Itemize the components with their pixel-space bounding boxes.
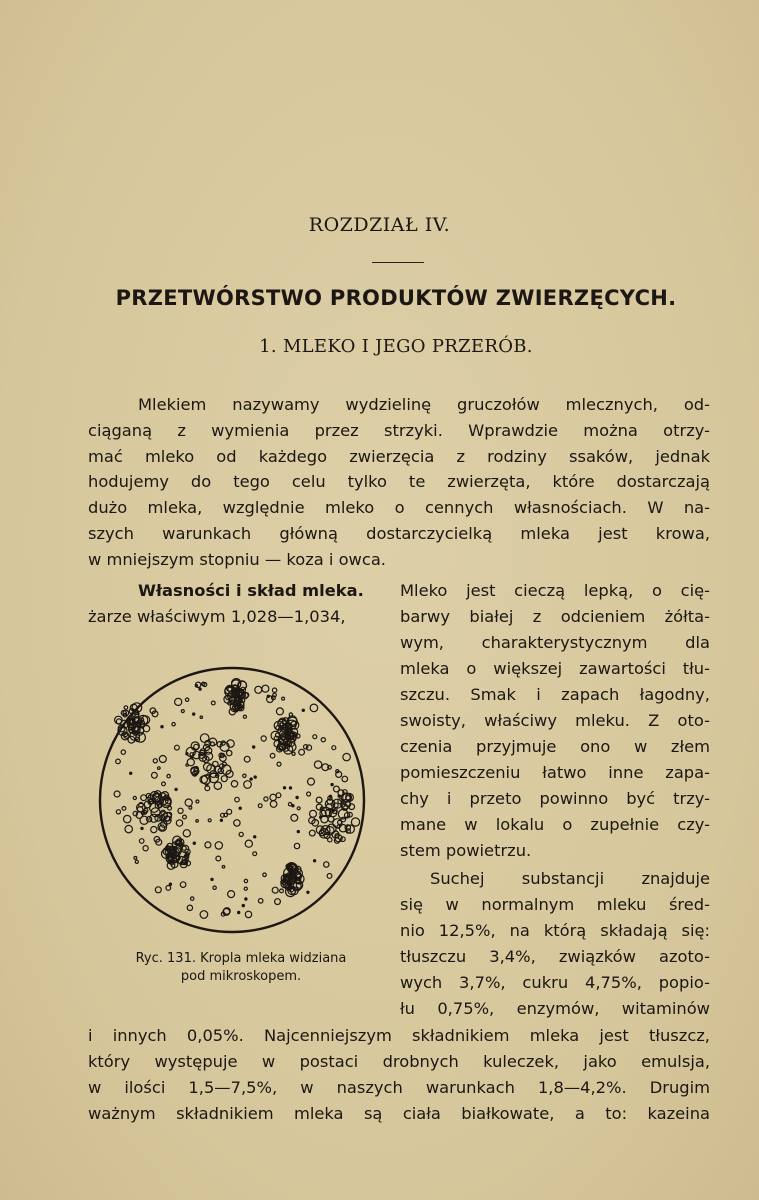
caption-line: Ryc. 131. Kropla mleka widziana bbox=[135, 951, 347, 966]
fat-globule bbox=[195, 685, 197, 687]
fat-globule bbox=[139, 839, 144, 844]
fat-globule bbox=[329, 795, 331, 797]
fat-globule bbox=[175, 788, 177, 790]
text-line: tłuszczu 3,4%, związków azoto- bbox=[400, 947, 710, 966]
fat-globule bbox=[294, 843, 299, 848]
fat-globule bbox=[215, 842, 222, 849]
fat-globule bbox=[211, 878, 213, 880]
text-line: ważnym składnikiem mleka są ciała białkowate, a to: kazeina bbox=[88, 1104, 710, 1123]
fat-globule bbox=[332, 809, 334, 811]
fat-globule bbox=[185, 698, 188, 701]
fat-globule bbox=[175, 745, 180, 750]
fat-globule bbox=[239, 832, 243, 836]
fat-globule bbox=[291, 814, 298, 821]
text-line: w mniejszym stopniu — koza i owca. bbox=[88, 550, 386, 569]
text-line: się w normalnym mleku śred- bbox=[400, 895, 710, 914]
fat-globule bbox=[273, 693, 277, 697]
fat-globule bbox=[276, 793, 281, 798]
fat-globule bbox=[307, 792, 311, 796]
fat-globule bbox=[307, 891, 309, 893]
fat-globule bbox=[205, 842, 211, 848]
fat-globule bbox=[178, 808, 183, 813]
text-line: hodujemy do tego celu tylko te zwierzęta, które dostarczają bbox=[88, 472, 710, 491]
text-line: żarze właściwym 1,028—1,034, bbox=[88, 607, 346, 626]
text-line: szych warunkach główną dostarczycielką mleka jest krowa, bbox=[88, 524, 710, 543]
fat-globule bbox=[253, 746, 255, 748]
fat-globule bbox=[238, 911, 240, 913]
fat-globule bbox=[244, 756, 250, 762]
fat-globule bbox=[139, 722, 141, 724]
text-line: swoisty, właściwy mleku. Z oto- bbox=[400, 711, 710, 730]
text-line: który występuje w postaci drobnych kuleczek, jako emulsja, bbox=[88, 1052, 710, 1071]
fat-globule bbox=[114, 791, 120, 797]
text-line: Suchej substancji znajduje bbox=[430, 869, 710, 888]
fat-globule bbox=[213, 886, 216, 889]
fat-globule bbox=[254, 836, 256, 838]
section-title: 1. MLEKO I JEGO PRZERÓB. bbox=[259, 336, 533, 357]
fat-globule bbox=[346, 796, 350, 800]
fat-globule bbox=[351, 818, 359, 826]
fat-globule bbox=[121, 750, 125, 754]
fat-globule bbox=[133, 796, 136, 799]
fat-globule bbox=[189, 806, 192, 809]
fat-globule bbox=[152, 772, 158, 778]
fat-globule bbox=[182, 846, 186, 850]
fat-globule bbox=[343, 753, 350, 760]
fat-globule bbox=[141, 827, 143, 829]
fat-globule bbox=[342, 776, 348, 782]
fat-globule bbox=[211, 742, 215, 746]
fat-globule bbox=[200, 716, 202, 718]
fat-globule bbox=[276, 708, 283, 715]
fat-globule bbox=[309, 830, 315, 836]
fat-globule bbox=[324, 862, 329, 867]
text-line: wych 3,7%, cukru 4,75%, popio- bbox=[400, 973, 710, 992]
text-line: pomieszczeniu łatwo inne zapa- bbox=[400, 763, 710, 782]
fat-globule bbox=[222, 866, 225, 869]
fat-globule bbox=[220, 819, 222, 821]
fat-globule bbox=[272, 688, 276, 692]
fat-globule bbox=[270, 801, 277, 808]
text-line: łu 0,75%, enzymów, witaminów bbox=[400, 999, 710, 1018]
fat-globule bbox=[143, 846, 148, 851]
text-line: chy i przeto powinno być trzy- bbox=[400, 789, 710, 808]
fat-globule bbox=[244, 781, 252, 789]
fat-globule bbox=[316, 797, 322, 803]
text-line: nio 12,5%, na którą składają się: bbox=[400, 921, 710, 940]
text-line: Mleko jest cieczą lepką, o cię- bbox=[400, 581, 710, 600]
fat-globule bbox=[196, 800, 199, 803]
fat-globule bbox=[183, 815, 187, 819]
fat-globule bbox=[227, 809, 232, 814]
caption-line: pod mikroskopem. bbox=[180, 969, 302, 984]
fat-globule bbox=[221, 776, 227, 782]
text-line: stem powietrzu. bbox=[400, 841, 532, 860]
fat-globule bbox=[155, 887, 161, 893]
fat-globule bbox=[297, 807, 300, 810]
fat-globule bbox=[216, 856, 221, 861]
fat-globule bbox=[167, 774, 170, 777]
fat-globule bbox=[286, 865, 288, 867]
fat-globule bbox=[141, 795, 147, 801]
text-line: mane w lokalu o zupełnie czy- bbox=[400, 815, 710, 834]
text-line: ciąganą z wymienia przez strzyki. Wprawdzie można otrzy- bbox=[88, 421, 710, 440]
fat-globule bbox=[186, 753, 188, 755]
fat-globule bbox=[262, 685, 269, 692]
fat-globule bbox=[310, 704, 318, 712]
fat-globule bbox=[166, 886, 171, 891]
fat-globule bbox=[181, 710, 184, 713]
fat-globule bbox=[242, 905, 244, 907]
fat-globule bbox=[124, 706, 128, 710]
fat-globule bbox=[275, 899, 281, 905]
fat-globule bbox=[211, 701, 215, 705]
fat-globule bbox=[122, 807, 126, 811]
text-line: i innych 0,05%. Najcenniejszym składnikiem mleka jest tłuszcz, bbox=[88, 1026, 710, 1045]
fat-globule bbox=[214, 782, 221, 789]
fat-globule bbox=[314, 860, 316, 862]
fat-globule bbox=[272, 887, 278, 893]
fat-globule bbox=[255, 686, 262, 693]
fat-globule bbox=[227, 750, 232, 755]
fat-globule bbox=[281, 880, 284, 883]
fat-globule bbox=[328, 816, 334, 822]
fat-globule bbox=[261, 736, 266, 741]
fat-globule bbox=[270, 753, 275, 758]
fat-globule bbox=[267, 695, 269, 697]
fat-globule bbox=[292, 752, 295, 755]
fat-globule bbox=[134, 857, 137, 860]
fat-globule bbox=[321, 738, 325, 742]
fat-globule bbox=[327, 874, 332, 879]
fat-globule bbox=[200, 911, 208, 919]
fat-globule bbox=[162, 782, 166, 786]
fat-globule bbox=[282, 697, 285, 700]
text-line: mleka o większej zawartości tłu- bbox=[400, 659, 710, 678]
fat-globule bbox=[176, 820, 182, 826]
fat-globule bbox=[238, 681, 247, 690]
fat-globule bbox=[313, 735, 317, 739]
fat-globule bbox=[187, 905, 192, 910]
fat-globule bbox=[314, 761, 321, 768]
fat-globule bbox=[283, 787, 285, 789]
fat-globule bbox=[116, 810, 120, 814]
fat-globule bbox=[187, 759, 194, 766]
fat-globule bbox=[338, 795, 340, 797]
fat-globule bbox=[292, 805, 294, 807]
fat-globule bbox=[331, 784, 333, 786]
fat-globule bbox=[243, 715, 246, 718]
fat-globule bbox=[310, 810, 317, 817]
text-line: mać mleko od każdego zwierzęcia z rodziny ssaków, jednak bbox=[88, 447, 710, 466]
fat-globule bbox=[308, 778, 315, 785]
fat-globule bbox=[183, 830, 190, 837]
fat-globule bbox=[130, 772, 132, 774]
heading-divider bbox=[372, 262, 424, 263]
fat-globule bbox=[245, 898, 247, 900]
fat-globule bbox=[196, 820, 199, 823]
fat-globule bbox=[264, 797, 268, 801]
fat-globule bbox=[299, 749, 305, 755]
fat-globule bbox=[185, 799, 192, 806]
text-line: szczu. Smak i zapach łagodny, bbox=[400, 685, 710, 704]
fat-globule bbox=[263, 873, 267, 877]
chapter-title: PRZETWÓRSTWO PRODUKTÓW ZWIERZĘCYCH. bbox=[115, 286, 677, 310]
fat-globule bbox=[254, 776, 256, 778]
fat-globule bbox=[168, 806, 172, 810]
fat-globule bbox=[175, 698, 182, 705]
text-line: wym, charakterystycznym dla bbox=[400, 633, 710, 652]
fat-globule bbox=[200, 734, 209, 743]
chapter-heading: ROZDZIAŁ IV. bbox=[308, 214, 451, 236]
fat-globule bbox=[277, 762, 281, 766]
fat-globule bbox=[124, 815, 131, 822]
fat-globule bbox=[208, 819, 211, 822]
fat-globule bbox=[191, 897, 194, 900]
fat-globule bbox=[159, 756, 166, 763]
text-line: w ilości 1,5—7,5%, w naszych warunkach 1,8—4,2%. Drugim bbox=[88, 1078, 710, 1097]
fat-globule bbox=[250, 778, 252, 780]
fat-globule bbox=[228, 891, 235, 898]
fat-globule bbox=[244, 879, 247, 882]
fat-globules bbox=[114, 679, 360, 919]
fat-globule bbox=[297, 831, 299, 833]
fat-globule bbox=[172, 723, 175, 726]
fat-globule bbox=[239, 807, 241, 809]
fat-globule bbox=[191, 756, 193, 758]
paragraph-heading: Własności i skład mleka. bbox=[138, 581, 364, 600]
fat-globule bbox=[135, 860, 138, 863]
fat-globule bbox=[231, 781, 237, 787]
fat-globule bbox=[199, 688, 201, 690]
fat-globule bbox=[161, 726, 163, 728]
fat-globule bbox=[153, 759, 157, 763]
fat-globule bbox=[245, 911, 251, 917]
fat-globule bbox=[243, 774, 246, 777]
fat-globule bbox=[244, 887, 247, 890]
fat-globule bbox=[206, 784, 208, 786]
fat-globule bbox=[193, 842, 195, 844]
fat-globule bbox=[125, 825, 132, 832]
fat-globule bbox=[253, 852, 257, 856]
fat-globule bbox=[235, 710, 237, 712]
fat-globule bbox=[258, 899, 263, 904]
fat-globule bbox=[291, 887, 293, 889]
figure-caption bbox=[96, 950, 386, 986]
fat-globule bbox=[341, 837, 346, 842]
fat-globule bbox=[289, 787, 291, 789]
fat-globule bbox=[296, 796, 298, 798]
fat-globule bbox=[280, 889, 284, 893]
fat-globule bbox=[337, 825, 340, 828]
fat-globule bbox=[258, 804, 262, 808]
text-line: Mlekiem nazywamy wydzielinę gruczołów mlecznych, od- bbox=[138, 395, 710, 414]
fat-globule bbox=[158, 767, 161, 770]
fat-globule bbox=[235, 797, 240, 802]
fat-globule bbox=[151, 827, 157, 833]
fat-globule bbox=[169, 883, 171, 885]
fat-globule bbox=[193, 713, 195, 715]
fat-globule bbox=[341, 817, 346, 822]
fat-globule bbox=[245, 840, 252, 847]
fat-globule bbox=[270, 794, 276, 800]
fat-globule bbox=[234, 820, 240, 826]
fat-globule bbox=[116, 759, 121, 764]
text-line: dużo mleka, względnie mleko o cennych własnościach. W na- bbox=[88, 498, 710, 517]
fat-globule bbox=[320, 816, 322, 818]
fat-globule bbox=[332, 746, 336, 750]
milk-drop-microscope-illustration bbox=[92, 664, 372, 936]
fat-globule bbox=[302, 709, 304, 711]
text-line: czenia przyjmuje ono w złem bbox=[400, 737, 710, 756]
fat-globule bbox=[180, 882, 186, 888]
text-line: barwy białej z odcieniem żółta- bbox=[400, 607, 710, 626]
